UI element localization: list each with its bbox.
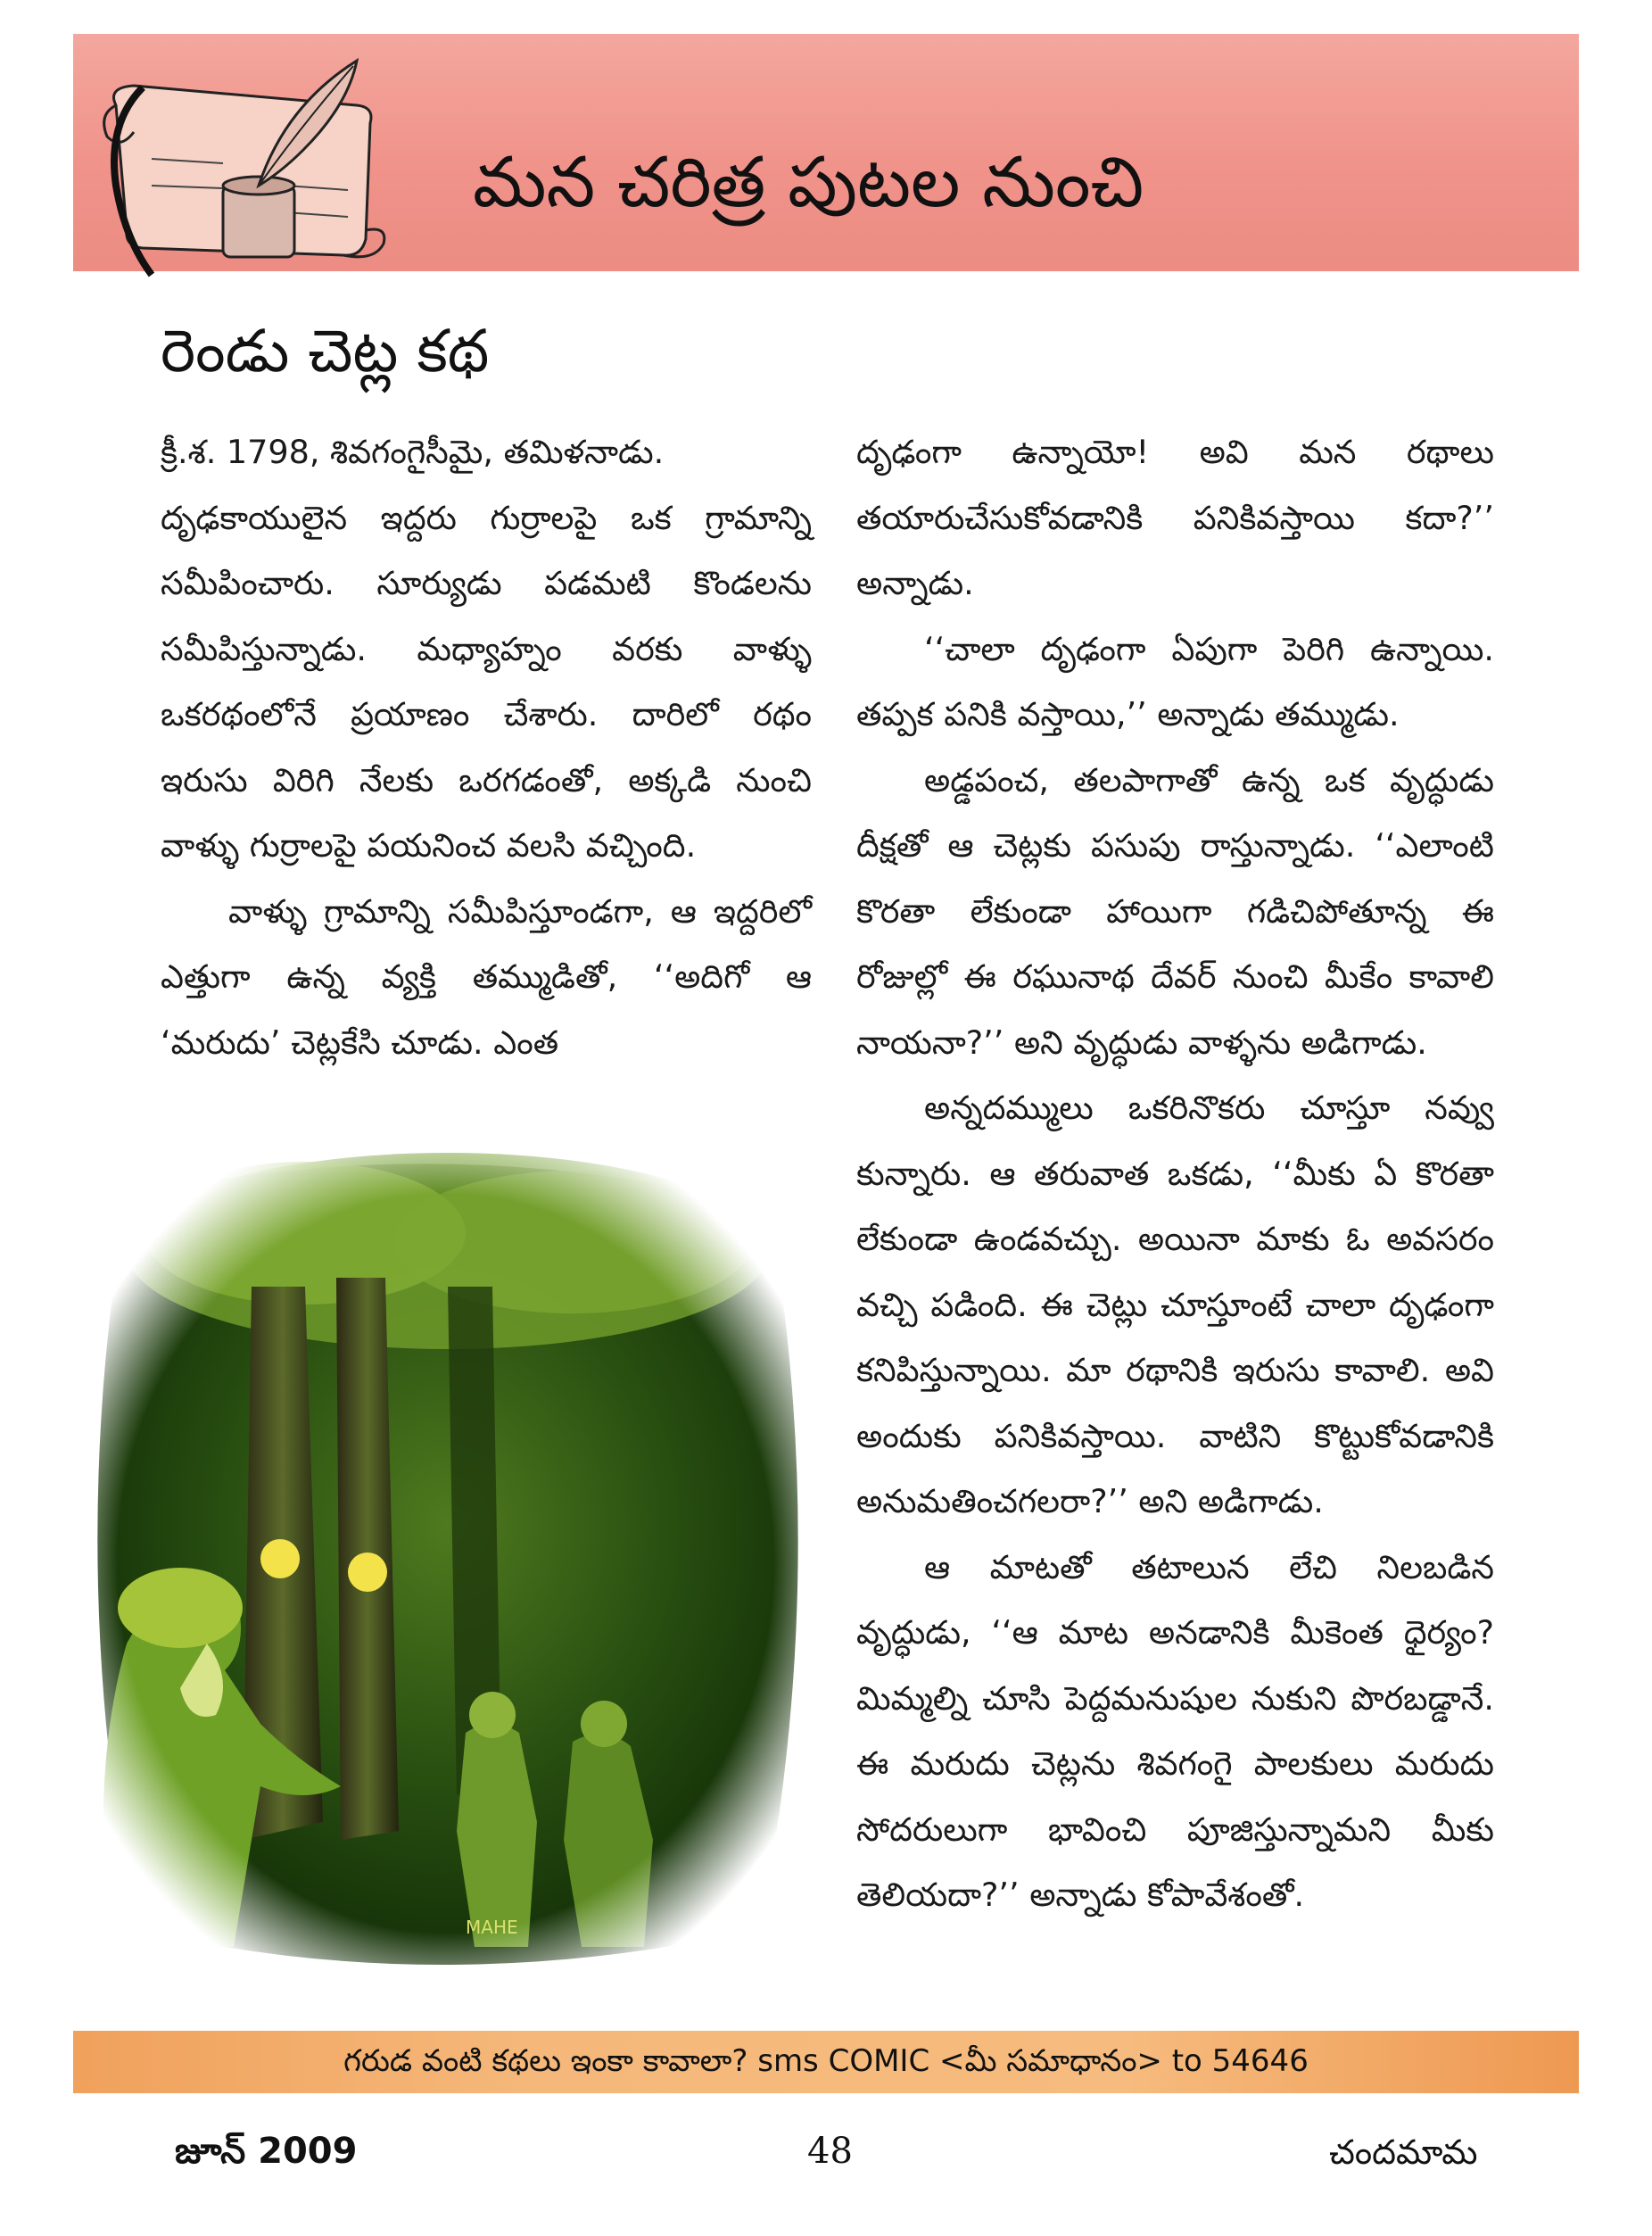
magazine-name: చందమామ <box>1329 2132 1478 2172</box>
story-illustration <box>73 1144 818 1983</box>
sms-promo-text: గరుడ వంటి కథలు ఇంకా కావాలా? sms COMIC <మీ సమాధానం> to 54646 <box>343 2043 1309 2079</box>
left-text-column <box>161 419 812 1075</box>
issue-date: జూన్ 2009 <box>175 2131 358 2172</box>
paragraph: అడ్డపంచ, తలపాగాతో ఉన్న ఒక వృద్ధుడు దీక్షతో ఆ చెట్లకు పసుపు రాస్తున్నాడు. ‘‘ఎలాంటి కొరతా లేకుండా హాయిగా గడిచిపోతూన్న ఈ రోజుల్లో ఈ రఘునాథ దేవర్ నుంచి మీకేం కావాలి నాయనా?’’ అని వృద్ధుడు వాళ్ళను అడిగాడు. <box>856 760 1494 1062</box>
paragraph: క్రీ.శ. 1798, శివగంగైసీమై, తమిళనాడు. <box>161 433 665 471</box>
paragraph: ఆ మాటతో తటాలున లేచి నిలబడిన వృద్ధుడు, ‘‘ఆ మాట అనడానికి మీకెంత ధైర్యం? మిమ్మల్ని చూసి పెద్దమనుషుల నుకుని పొరబడ్డానే. ఈ మరుదు చెట్లను శివగంగై పాలకులు మరుదు సోదరులుగా భావించి పూజిస్తున్నామని మీకు తెలియదా?’’ అన్నాడు కోపావేశంతో. <box>856 1547 1494 1914</box>
story-title: రెండు చెట్ల కథ <box>161 317 490 385</box>
sms-promo-bar <box>73 2031 1579 2093</box>
paragraph: వాళ్ళు గ్రామాన్ని సమీపిస్తూండగా, ఆ ఇద్దరిలో ఎత్తుగా ఉన్న వ్యక్తి తమ్ముడితో, ‘‘అదిగో ఆ ‘మరుదు’ చెట్లకేసి చూడు. ఎంత <box>161 891 812 1062</box>
section-title: మన చరిత్ర పుటల నుంచి <box>473 143 1144 223</box>
quill-scroll-icon <box>89 52 392 280</box>
paragraph: అన్నదమ్ములు ఒకరినొకరు చూస్తూ నవ్వు కున్నారు. ఆ తరువాత ఒకడు, ‘‘మీకు ఏ కొరతా లేకుండా ఉండవచ్చు. అయినా మాకు ఓ అవసరం వచ్చి పడింది. ఈ చెట్లు చూస్తూంటే చాలా దృఢంగా కనిపిస్తున్నాయి. మా రథానికి ఇరుసు కావాలి. అవి అందుకు పనికివస్తాయి. వాటిని కొట్టుకోవడానికి అనుమతించగలరా?’’ అని అడిగాడు. <box>856 1089 1494 1520</box>
paragraph: ‘‘చాలా దృఢంగా ఏపుగా పెరిగి ఉన్నాయి. తప్పక పనికి వస్తాయి,’’ అన్నాడు తమ్ముడు. <box>856 629 1494 733</box>
page-number: 48 <box>807 2131 853 2172</box>
paragraph: దృఢకాయులైన ఇద్దరు గుర్రాలపై ఒక గ్రామాన్ని సమీపించారు. సూర్యుడు పడమటి కొండలను సమీపిస్తున్నాడు. మధ్యాహ్నం వరకు వాళ్ళు ఒకరథంలోనే ప్రయాణం చేశారు. దారిలో రథం ఇరుసు విరిగి నేలకు ఒరగడంతో, అక్కడి నుంచి వాళ్ళు గుర్రాలపై పయనించ వలసి వచ్చింది. <box>161 498 812 865</box>
right-text-column <box>856 419 1494 1928</box>
paragraph: దృఢంగా ఉన్నాయో! అవి మన రథాలు తయారుచేసుకోవడానికి పనికివస్తాయి కదా?’’ అన్నాడు. <box>856 433 1494 602</box>
